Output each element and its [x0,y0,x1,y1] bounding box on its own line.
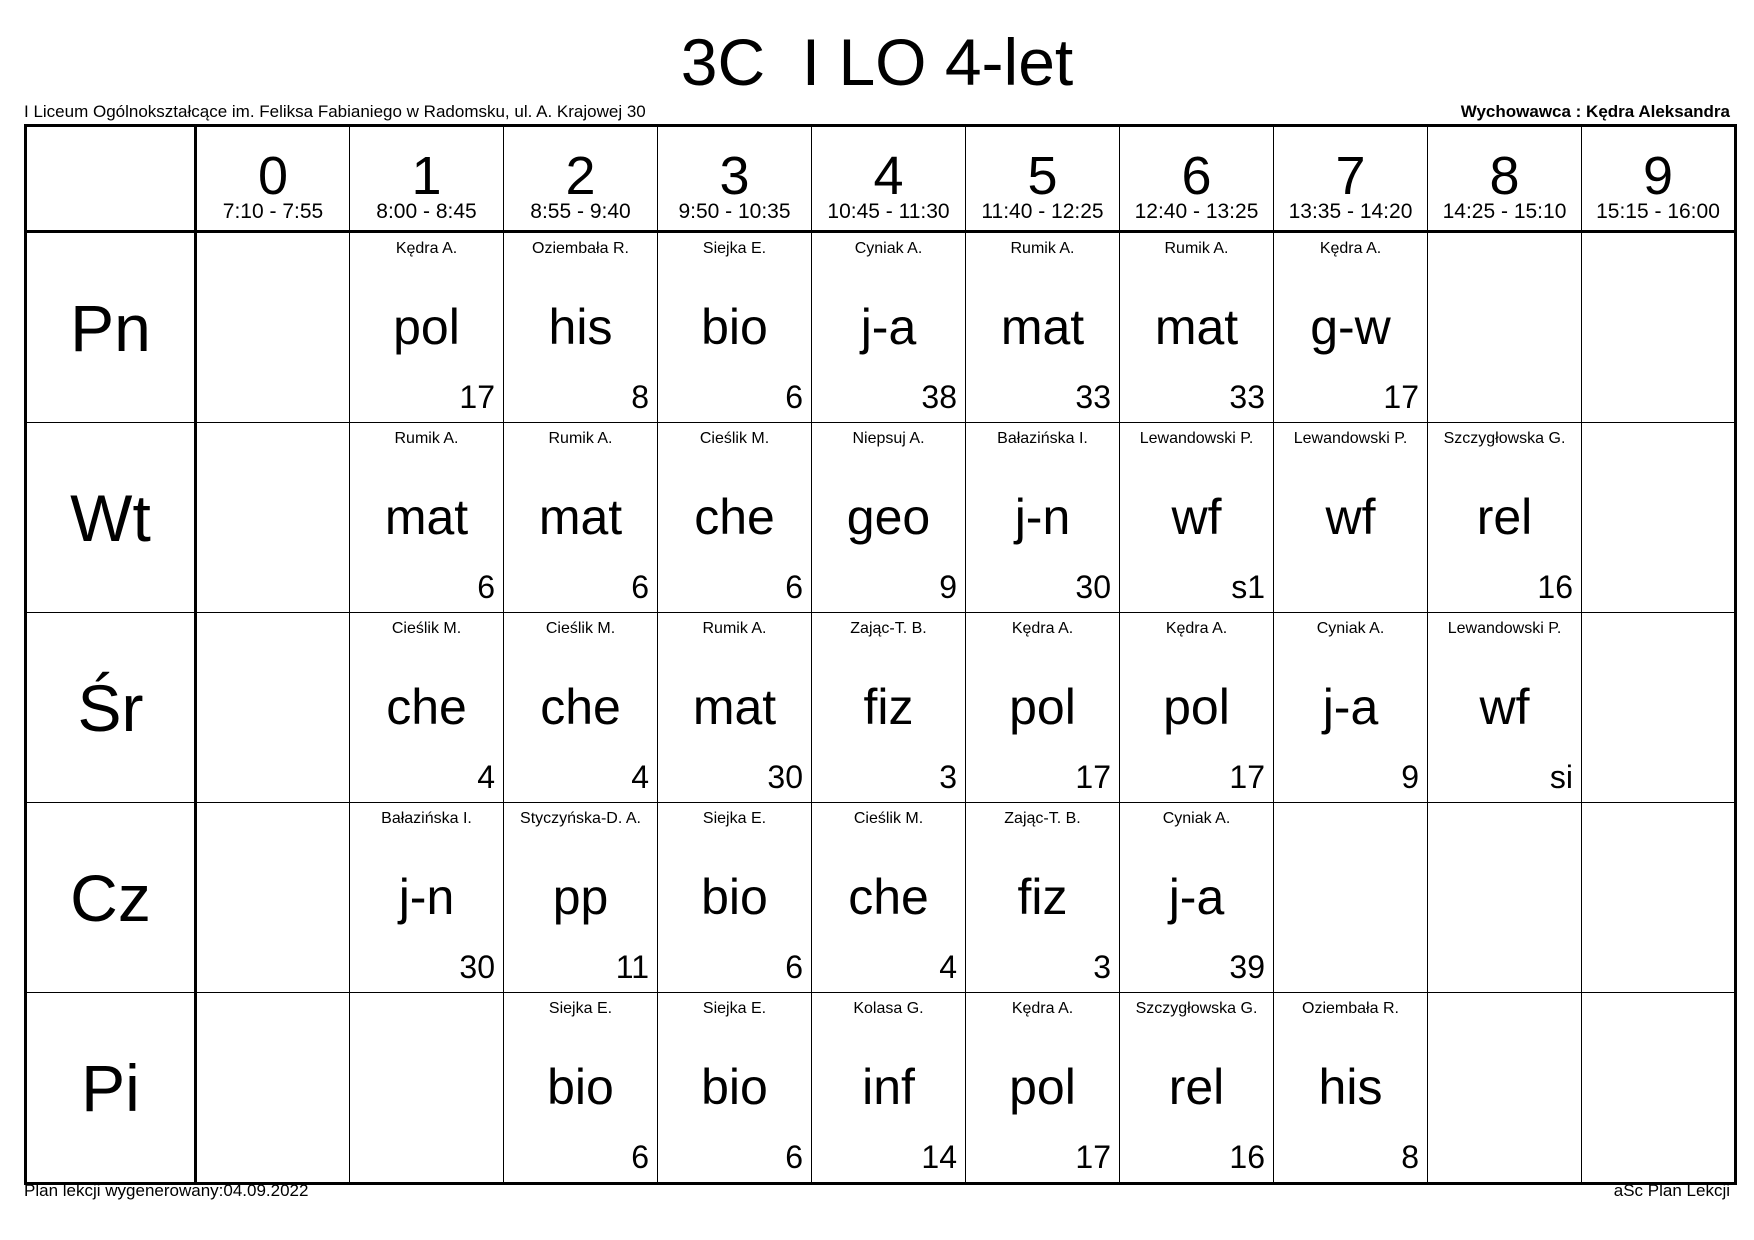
lesson-cell [812,423,966,613]
period-header-3 [658,126,812,232]
lesson-room: 9 [939,569,957,605]
day-name: Śr [77,670,144,745]
lesson-subject: mat [384,489,469,545]
lesson-subject: geo [846,489,931,545]
period-time: 14:25 - 15:10 [1442,200,1567,223]
lesson-subject: his [1318,1059,1383,1115]
lesson-room: 3 [1093,949,1111,985]
empty-cell [196,993,350,1184]
period-number: 0 [257,146,289,206]
lesson-teacher: Rumik A. [702,620,767,637]
lesson-subject: mat [538,489,623,545]
lesson-teacher: Kędra A. [395,240,458,257]
lesson-cell [1274,232,1428,423]
lesson-subject: wf [1171,489,1222,545]
lesson-room: 14 [921,1139,957,1175]
lesson-teacher: Lewandowski P. [1139,430,1254,447]
lesson-subject: j-a [1322,679,1379,735]
lesson-subject: mat [1154,299,1239,355]
lesson-cell [504,613,658,803]
period-number: 2 [565,146,596,206]
period-time: 11:40 - 12:25 [981,200,1104,223]
lesson-subject: bio [701,1059,768,1115]
day-label-cell [26,232,196,423]
day-label-cell [26,993,196,1184]
day-row [26,993,1736,1184]
empty-cell [1582,993,1736,1184]
period-time: 12:40 - 13:25 [1134,200,1259,223]
period-time: 9:50 - 10:35 [678,200,791,223]
lesson-subject: j-n [398,869,455,925]
lesson-teacher: Bałazińska I. [381,810,472,827]
lesson-subject: wf [1325,489,1376,545]
lesson-teacher: Kędra A. [1011,620,1074,637]
lesson-teacher: Kolasa G. [853,1000,924,1017]
lesson-teacher: Cieślik M. [853,810,924,827]
lesson-room: s1 [1231,569,1265,605]
lesson-room: 33 [1229,379,1265,415]
lesson-cell [658,613,812,803]
period-time: 7:10 - 7:55 [222,200,324,223]
day-name: Wt [70,480,151,555]
lesson-teacher: Lewandowski P. [1447,620,1562,637]
lesson-room: 8 [1401,1139,1419,1175]
lesson-cell [1120,232,1274,423]
lesson-cell [350,232,504,423]
lesson-teacher: Szczygłowska G. [1135,1000,1258,1017]
lesson-cell [658,423,812,613]
generated-date: Plan lekcji wygenerowany:04.09.2022 [24,1181,309,1200]
lesson-teacher: Rumik A. [394,430,459,447]
lesson-room: 17 [1075,1139,1111,1175]
lesson-subject: g-w [1310,299,1391,355]
class-tutor: Wychowawca : Kędra Aleksandra [1460,102,1730,121]
period-number: 4 [873,146,904,206]
lesson-cell [1428,423,1582,613]
period-number: 8 [1489,146,1520,206]
lesson-teacher: Siejka E. [702,810,767,827]
lesson-cell [966,613,1120,803]
lesson-teacher: Kędra A. [1011,1000,1074,1017]
lesson-cell [1274,423,1428,613]
period-number: 3 [719,146,750,206]
period-number: 6 [1181,146,1212,206]
lesson-room: 6 [785,949,803,985]
school-name: I Liceum Ogólnokształcące im. Feliksa Fabianiego w Radomsku, ul. A. Krajowej 30 [24,102,646,121]
lesson-cell [350,423,504,613]
lesson-subject: pol [1009,1059,1076,1115]
period-number: 1 [411,146,442,206]
day-label-cell [26,613,196,803]
period-time: 13:35 - 14:20 [1288,200,1413,223]
lesson-cell [1120,993,1274,1184]
lesson-room: 39 [1229,949,1265,985]
day-row [26,423,1736,613]
lesson-teacher: Bałazińska I. [997,430,1088,447]
empty-cell [1582,232,1736,423]
lesson-cell [658,232,812,423]
lesson-room: 17 [1229,759,1265,795]
lesson-subject: mat [692,679,777,735]
lesson-cell [812,803,966,993]
lesson-teacher: Siejka E. [548,1000,613,1017]
lesson-teacher: Siejka E. [702,1000,767,1017]
lesson-room: 6 [785,569,803,605]
empty-cell [350,993,504,1184]
lesson-teacher: Kędra A. [1165,620,1228,637]
empty-cell [1274,803,1428,993]
lesson-cell [1274,613,1428,803]
lesson-room: 4 [631,759,649,795]
lesson-cell [350,803,504,993]
lesson-cell [658,993,812,1184]
lesson-cell [966,993,1120,1184]
timetable-body [26,232,1736,1184]
lesson-teacher: Cieślik M. [391,620,462,637]
lesson-room: 30 [767,759,803,795]
period-header-1 [350,126,504,232]
period-number: 5 [1027,146,1058,206]
lesson-room: 17 [459,379,495,415]
day-row [26,613,1736,803]
lesson-room: 38 [921,379,957,415]
period-time: 8:00 - 8:45 [376,200,477,223]
lesson-teacher: Lewandowski P. [1293,430,1408,447]
lesson-subject: rel [1168,1059,1225,1115]
lesson-room: 6 [785,379,803,415]
lesson-subject: pp [552,869,609,925]
lesson-cell [504,993,658,1184]
lesson-teacher: Siejka E. [702,240,767,257]
lesson-room: si [1549,759,1573,795]
lesson-subject: rel [1476,489,1533,545]
period-number: 7 [1335,146,1366,206]
lesson-teacher: Niepsuj A. [852,430,925,447]
corner-cell [26,126,196,232]
lesson-teacher: Rumik A. [548,430,613,447]
lesson-room: 6 [477,569,495,605]
period-time: 10:45 - 11:30 [827,200,950,223]
period-header-6 [1120,126,1274,232]
lesson-room: 9 [1401,759,1419,795]
lesson-cell [1428,613,1582,803]
empty-cell [1428,993,1582,1184]
lesson-cell [1120,423,1274,613]
lesson-teacher: Cieślik M. [545,620,616,637]
empty-cell [1582,803,1736,993]
lesson-subject: bio [701,869,768,925]
empty-cell [1428,232,1582,423]
lesson-room: 11 [615,949,649,985]
lesson-cell [504,803,658,993]
lesson-teacher: Cyniak A. [854,240,923,257]
lesson-cell [812,613,966,803]
lesson-subject: j-a [860,299,917,355]
day-row [26,232,1736,423]
day-name: Cz [70,860,151,935]
lesson-teacher: Zając-T. B. [850,620,927,637]
lesson-room: 3 [939,759,957,795]
lesson-room: 30 [1075,569,1111,605]
lesson-cell [812,232,966,423]
lesson-cell [1120,803,1274,993]
period-header-5 [966,126,1120,232]
lesson-cell [658,803,812,993]
period-header-0 [196,126,350,232]
lesson-subject: j-a [1168,869,1225,925]
lesson-subject: che [386,679,467,735]
lesson-room: 16 [1537,569,1573,605]
period-time: 15:15 - 16:00 [1596,200,1720,223]
lesson-subject: inf [862,1059,915,1115]
lesson-subject: bio [701,299,768,355]
lesson-subject: bio [547,1059,614,1115]
empty-cell [1582,423,1736,613]
timetable-grid [24,124,1737,1185]
lesson-cell [966,803,1120,993]
lesson-teacher: Kędra A. [1319,240,1382,257]
lesson-room: 33 [1075,379,1111,415]
empty-cell [196,423,350,613]
period-header-8 [1428,126,1582,232]
period-time: 8:55 - 9:40 [530,200,631,223]
lesson-cell [1274,993,1428,1184]
lesson-subject: mat [1000,299,1085,355]
lesson-subject: pol [1009,679,1076,735]
lesson-subject: pol [1163,679,1230,735]
lesson-teacher: Rumik A. [1164,240,1229,257]
day-name: Pn [70,290,151,365]
lesson-room: 17 [1383,379,1419,415]
page-title: 3C I LO 4-let [680,25,1074,99]
lesson-room: 17 [1075,759,1111,795]
empty-cell [1582,613,1736,803]
lesson-cell [966,423,1120,613]
lesson-cell [812,993,966,1184]
lesson-teacher: Cyniak A. [1162,810,1231,827]
period-header-4 [812,126,966,232]
lesson-subject: j-n [1014,489,1071,545]
lesson-subject: che [848,869,929,925]
empty-cell [196,613,350,803]
lesson-room: 6 [785,1139,803,1175]
empty-cell [1428,803,1582,993]
lesson-subject: che [540,679,621,735]
lesson-room: 4 [477,759,495,795]
period-header-row [26,126,1736,232]
lesson-subject: fiz [1017,869,1068,925]
period-header-9 [1582,126,1736,232]
app-name: aSc Plan Lekcji [1613,1181,1730,1200]
day-label-cell [26,803,196,993]
lesson-cell [966,232,1120,423]
lesson-cell [1120,613,1274,803]
lesson-subject: his [548,299,613,355]
day-label-cell [26,423,196,613]
lesson-room: 6 [631,1139,649,1175]
lesson-cell [504,423,658,613]
lesson-subject: wf [1479,679,1530,735]
lesson-subject: pol [393,299,460,355]
lesson-cell [504,232,658,423]
lesson-subject: che [694,489,775,545]
lesson-room: 16 [1229,1139,1265,1175]
lesson-room: 6 [631,569,649,605]
empty-cell [196,232,350,423]
lesson-subject: fiz [863,679,914,735]
day-row [26,803,1736,993]
empty-cell [196,803,350,993]
lesson-room: 30 [459,949,495,985]
lesson-room: 4 [939,949,957,985]
lesson-cell [350,613,504,803]
lesson-teacher: Rumik A. [1010,240,1075,257]
lesson-teacher: Cyniak A. [1316,620,1385,637]
lesson-teacher: Zając-T. B. [1004,810,1081,827]
lesson-teacher: Szczygłowska G. [1443,430,1566,447]
period-header-7 [1274,126,1428,232]
lesson-teacher: Cieślik M. [699,430,770,447]
period-number: 9 [1642,146,1674,206]
lesson-teacher: Oziembała R. [1302,1000,1399,1017]
lesson-teacher: Oziembała R. [532,240,629,257]
lesson-room: 8 [631,379,649,415]
period-header-2 [504,126,658,232]
day-name: Pi [81,1050,140,1125]
lesson-teacher: Styczyńska-D. A. [520,810,641,827]
